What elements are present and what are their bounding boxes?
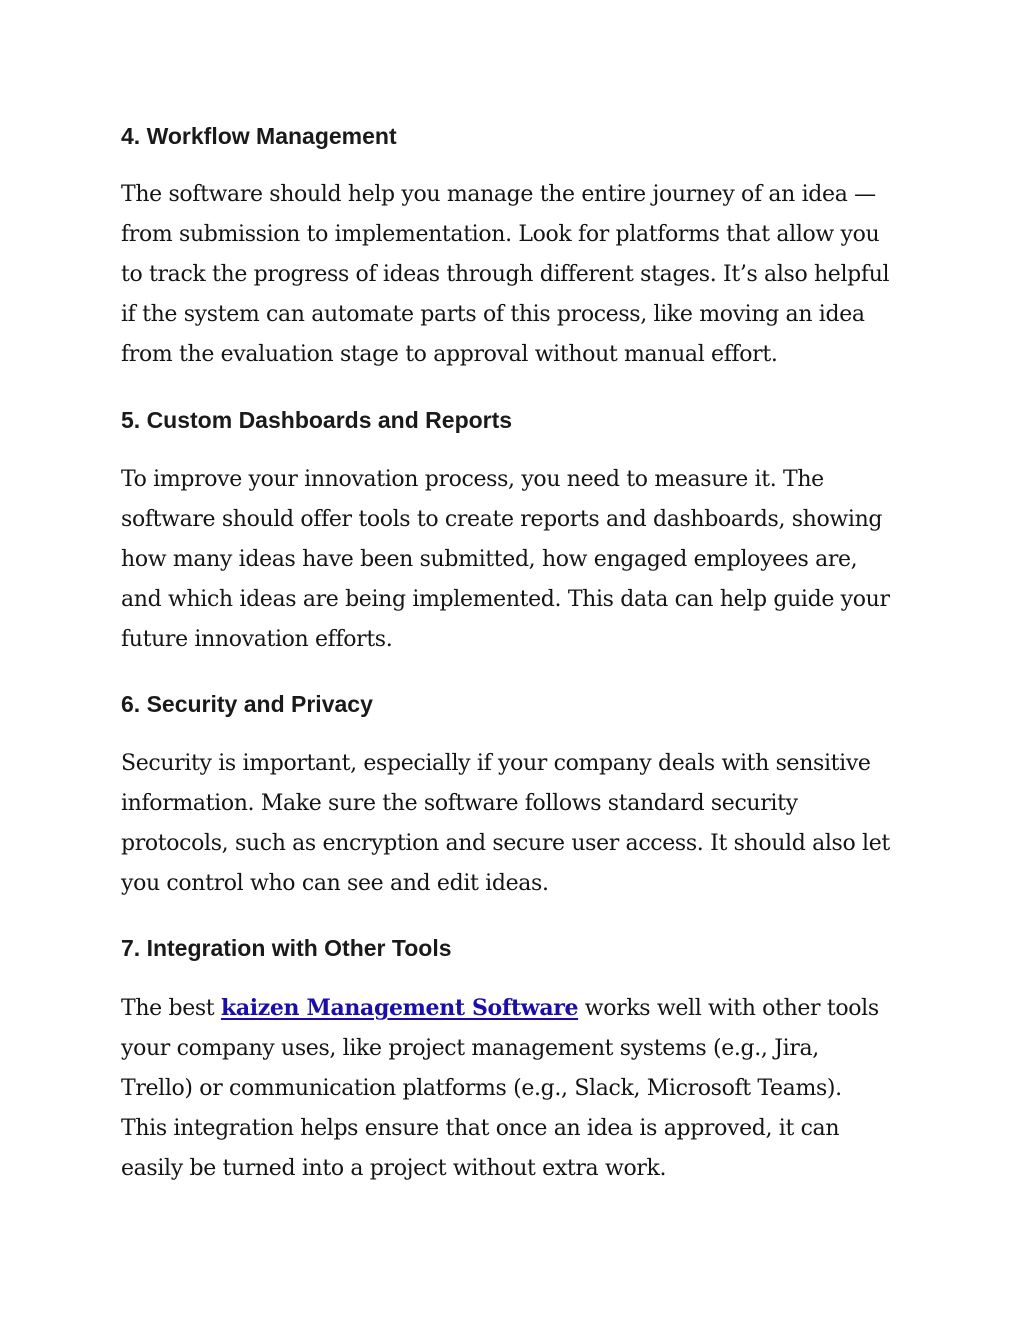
paragraph-line: protocols, such as encryption and secure user access. It should also let — [121, 831, 890, 856]
kaizen-software-link[interactable]: kaizen Management Software — [220, 995, 579, 1021]
paragraph-line: software should offer tools to create reports and dashboards, showing — [121, 507, 883, 532]
section-heading-security-privacy: 6. Security and Privacy — [121, 691, 373, 717]
paragraph-line: To improve your innovation process, you need to measure it. The — [121, 467, 824, 492]
paragraph-integration — [121, 988, 921, 1189]
section-heading-custom-dashboards: 5. Custom Dashboards and Reports — [121, 407, 513, 433]
paragraph-line: how many ideas have been submitted, how engaged employees are, — [121, 547, 858, 572]
paragraph-line-with-link — [121, 988, 921, 1029]
paragraph-text: works well with other tools — [578, 996, 879, 1021]
paragraph-line: The software should help you manage the entire journey of an idea — — [121, 182, 876, 207]
section-heading-workflow-management: 4. Workflow Management — [121, 123, 397, 149]
paragraph-security-privacy — [121, 744, 921, 904]
paragraph-line: if the system can automate parts of this process, like moving an idea — [121, 302, 865, 327]
paragraph-text: The best — [121, 996, 221, 1021]
paragraph-line: easily be turned into a project without extra work. — [121, 1156, 667, 1181]
paragraph-line: and which ideas are being implemented. This data can help guide your — [121, 587, 890, 612]
paragraph-line: Trello) or communication platforms (e.g., Slack, Microsoft Teams). — [121, 1076, 842, 1101]
paragraph-custom-dashboards — [121, 460, 921, 660]
paragraph-line: to track the progress of ideas through different stages. It’s also helpful — [121, 262, 890, 287]
section-heading-integration: 7. Integration with Other Tools — [121, 935, 452, 961]
paragraph-line: future innovation efforts. — [121, 627, 393, 652]
paragraph-line: This integration helps ensure that once an idea is approved, it can — [121, 1116, 840, 1141]
paragraph-workflow-management — [121, 175, 921, 375]
paragraph-line: from submission to implementation. Look for platforms that allow you — [121, 222, 880, 247]
paragraph-line: you control who can see and edit ideas. — [121, 871, 549, 896]
paragraph-line: information. Make sure the software follows standard security — [121, 791, 798, 816]
paragraph-line: your company uses, like project management systems (e.g., Jira, — [121, 1036, 819, 1061]
paragraph-line: Security is important, especially if your company deals with sensitive — [121, 751, 871, 776]
paragraph-line: from the evaluation stage to approval without manual effort. — [121, 342, 778, 367]
